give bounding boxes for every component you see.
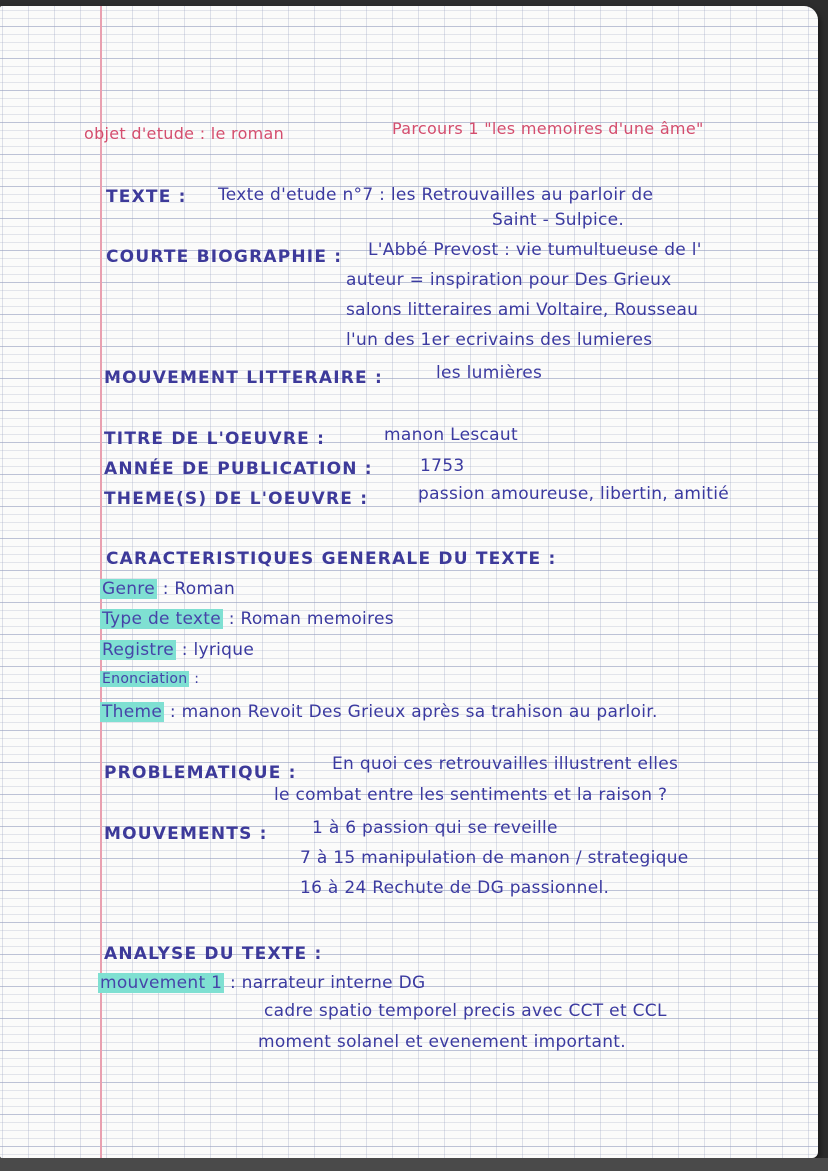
problematique-label: PROBLEMATIQUE : — [104, 763, 297, 783]
enonciation-label: Enonciation — [102, 671, 188, 687]
analyse-line2: cadre spatio temporel precis avec CCT et CCL — [264, 1001, 667, 1021]
mouvement-litteraire-value: les lumières — [436, 363, 543, 383]
registre-row — [100, 640, 254, 660]
themes-label: THEME(S) DE L'OEUVRE : — [104, 489, 369, 509]
biographie-label: COURTE BIOGRAPHIE : — [106, 247, 343, 267]
enonciation-value: : — [194, 671, 200, 687]
caracteristiques-heading: CARACTERISTIQUES GENERALE DU TEXTE : — [106, 549, 557, 569]
mouvements-label: MOUVEMENTS : — [104, 824, 268, 844]
genre-value: : Roman — [162, 579, 236, 599]
mouvement-litteraire-label: MOUVEMENT LITTERAIRE : — [104, 368, 383, 388]
analyse-heading: ANALYSE DU TEXTE : — [104, 944, 323, 964]
mouvement1-label: mouvement 1 — [100, 973, 223, 993]
mouvement-1: 1 à 6 passion qui se reveille — [312, 818, 558, 838]
registre-label: Registre — [102, 640, 175, 660]
enonciation-row — [100, 671, 199, 687]
genre-row — [100, 579, 235, 599]
theme-value: : manon Revoit Des Grieux après sa trahison au parloir. — [169, 702, 658, 722]
analyse-line1: : narrateur interne DG — [229, 973, 426, 993]
texte-label: TEXTE : — [106, 187, 187, 207]
theme-row — [100, 702, 658, 722]
texte-line2: Saint - Sulpice. — [492, 210, 625, 230]
biographie-line3: salons litteraires ami Voltaire, Rousseau — [346, 300, 699, 320]
type-row — [100, 609, 394, 629]
mouvement-2: 7 à 15 manipulation de manon / strategique — [300, 848, 689, 868]
annee-label: ANNÉE DE PUBLICATION : — [104, 459, 373, 479]
header-subject: objet d'etude : le roman — [84, 124, 285, 143]
biographie-line2: auteur = inspiration pour Des Grieux — [346, 270, 672, 290]
mouvement-3: 16 à 24 Rechute de DG passionnel. — [300, 878, 610, 898]
annee-value: 1753 — [420, 456, 465, 476]
desk-edge — [0, 1158, 828, 1171]
titre-label: TITRE DE L'OEUVRE : — [104, 429, 326, 449]
theme-label: Theme — [102, 702, 163, 722]
analyse-row1 — [98, 973, 425, 993]
biographie-line1: L'Abbé Prevost : vie tumultueuse de l' — [368, 240, 702, 260]
analyse-line3: moment solanel et evenement important. — [258, 1032, 626, 1052]
problematique-line1: En quoi ces retrouvailles illustrent elles — [332, 754, 679, 774]
biographie-line4: l'un des 1er ecrivains des lumieres — [346, 330, 653, 350]
texte-line1: Texte d'etude n°7 : les Retrouvailles au parloir de — [218, 185, 654, 205]
type-value: : Roman memoires — [228, 609, 394, 629]
header-parcours: Parcours 1 "les memoires d'une âme" — [392, 119, 704, 138]
notebook-page — [0, 6, 818, 1158]
registre-value: : lyrique — [181, 640, 255, 660]
type-label: Type de texte — [102, 609, 222, 629]
genre-label: Genre — [102, 579, 155, 599]
problematique-line2: le combat entre les sentiments et la raison ? — [274, 785, 668, 805]
themes-value: passion amoureuse, libertin, amitié — [418, 484, 730, 504]
titre-value: manon Lescaut — [384, 425, 518, 445]
